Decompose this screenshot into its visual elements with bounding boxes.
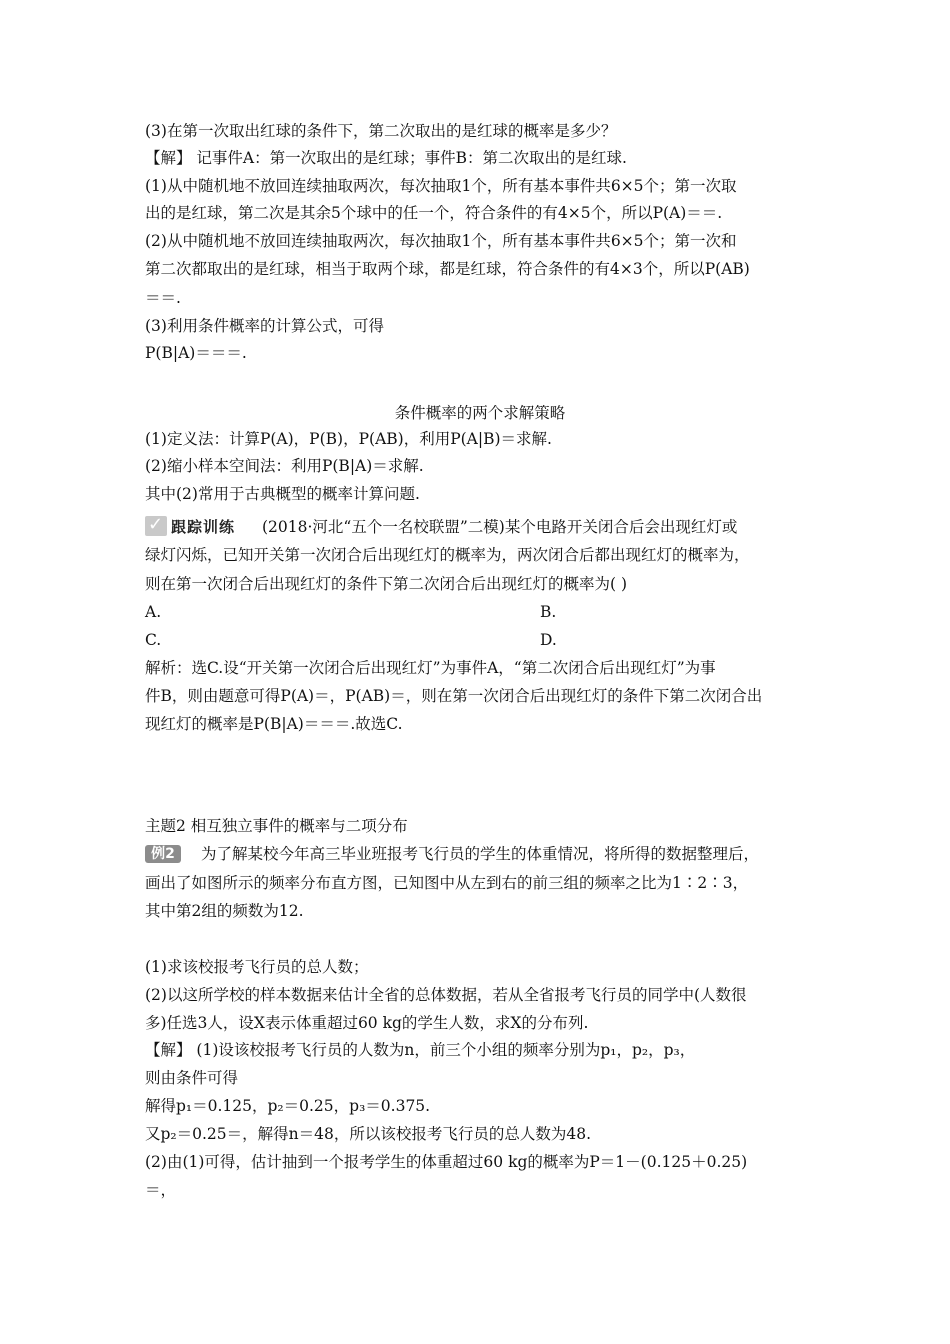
option-c: C.: [145, 631, 162, 649]
option-b: B.: [540, 603, 557, 621]
example-question: 多)任选3人，设X表示体重超过60 kg的学生人数，求X的分布列.: [145, 1014, 589, 1032]
question-3-line: (3)在第一次取出红球的条件下，第二次取出的是红球的概率是多少？: [145, 122, 617, 140]
practice-answer: 现红灯的概率是P(B|A)＝＝＝.故选C.: [145, 715, 403, 733]
practice-badge-label: 跟踪训练: [171, 518, 236, 536]
practice-question: 则在第一次闭合后出现红灯的条件下第二次闭合后出现红灯的概率为( ): [145, 575, 628, 593]
check-icon: ✓: [145, 516, 167, 536]
option-a: A.: [145, 603, 162, 621]
strategy-note: 其中(2)常用于古典概型的概率计算问题.: [145, 485, 420, 503]
example-solution: 【解】 (1)设该校报考飞行员的人数为n，前三个小组的频率分别为p₁，p₂，p₃，: [145, 1041, 696, 1059]
solution-line: ＝＝.: [145, 289, 181, 307]
example-solution: 解得p₁＝0.125，p₂＝0.25，p₃＝0.375.: [145, 1097, 431, 1115]
practice-answer: 解析：选C.设“开关第一次闭合后出现红灯”为事件A，“第二次闭合后出现红灯”为事: [145, 659, 716, 677]
solution-line: (1)从中随机地不放回连续抽取两次，每次抽取1个，所有基本事件共6×5个；第一次取: [145, 177, 737, 195]
example-solution: 又p₂＝0.25＝，解得n＝48，所以该校报考飞行员的总人数为48.: [145, 1125, 592, 1143]
solution-line: (3)利用条件概率的计算公式，可得: [145, 317, 384, 335]
practice-question: (2018·河北“五个一名校联盟”二模)某个电路开关闭合后会出现红灯或: [262, 518, 738, 536]
strategy-title: 条件概率的两个求解策略: [394, 404, 566, 422]
strategy-item: (2)缩小样本空间法：利用P(B|A)＝求解.: [145, 457, 424, 475]
example-solution: ＝，: [145, 1181, 177, 1199]
example-solution: (2)由(1)可得，估计抽到一个报考学生的体重超过60 kg的概率为P＝1－(0.125＋0.25): [145, 1153, 748, 1171]
example-question: (2)以这所学校的样本数据来估计全省的总体数据，若从全省报考飞行员的同学中(人数很: [145, 986, 747, 1004]
solution-line: (2)从中随机地不放回连续抽取两次，每次抽取1个，所有基本事件共6×5个；第一次和: [145, 232, 737, 250]
example-text: 画出了如图所示的频率分布直方图，已知图中从左到右的前三组的频率之比为1∶2∶3，: [145, 874, 749, 892]
solution-intro-line: 【解】 记事件A：第一次取出的是红球；事件B：第二次取出的是红球.: [145, 149, 627, 167]
topic-heading: 主题2 相互独立事件的概率与二项分布: [145, 817, 408, 835]
strategy-item: (1)定义法：计算P(A)，P(B)，P(AB)，利用P(A|B)＝求解.: [145, 430, 552, 448]
solution-line: 第二次都取出的是红球，相当于取两个球，都是红球，符合条件的有4×3个，所以P(AB): [145, 260, 750, 278]
practice-question: 绿灯闪烁，已知开关第一次闭合后出现红灯的概率为，两次闭合后都出现红灯的概率为，: [145, 546, 750, 564]
solution-line: 出的是红球，第二次是其余5个球中的任一个，符合条件的有4×5个，所以P(A)＝＝.: [145, 204, 723, 222]
example-text: 为了解某校今年高三毕业班报考飞行员的学生的体重情况，将所得的数据整理后，: [201, 845, 760, 863]
example-badge: 例2: [145, 845, 181, 863]
solution-line: P(B|A)＝＝＝.: [145, 344, 247, 362]
practice-badge: [145, 516, 242, 536]
example-solution: 则由条件可得: [145, 1069, 239, 1087]
practice-answer: 件B，则由题意可得P(A)＝，P(AB)＝，则在第一次闭合后出现红灯的条件下第二次闭合出: [145, 687, 763, 705]
option-d: D.: [540, 631, 557, 649]
example-text: 其中第2组的频数为12.: [145, 902, 304, 920]
example-question: (1)求该校报考飞行员的总人数；: [145, 958, 369, 976]
